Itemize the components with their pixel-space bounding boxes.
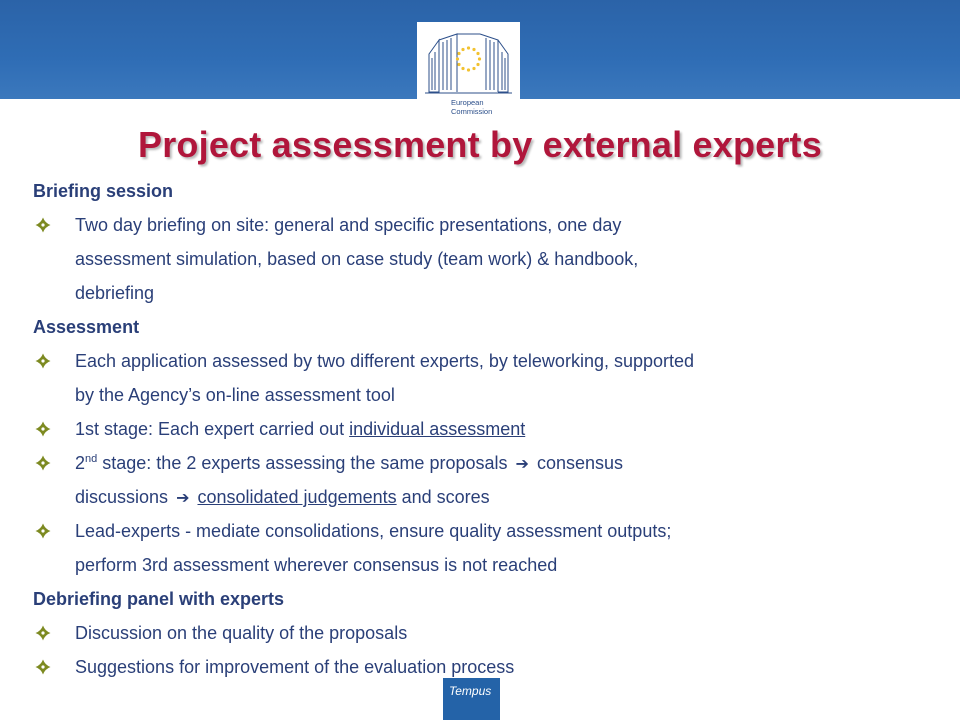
logo-text-line2: Commission <box>451 107 493 116</box>
four-petal-diamond-icon <box>35 659 51 675</box>
bullet-text-line <box>75 412 933 446</box>
bullet-text-line: Discussion on the quality of the proposals <box>75 623 408 643</box>
bullet-text: 1st stage: Each expert carried out <box>75 419 350 439</box>
bullet-text: and scores <box>396 487 490 507</box>
four-petal-diamond-icon <box>35 353 51 369</box>
bullet-item <box>33 514 933 582</box>
bullet-text-line: Lead-experts - mediate consolidations, ensure quality assessment outputs; <box>75 521 672 541</box>
eu-stars-icon <box>456 46 481 71</box>
bullet-text-line: Suggestions for improvement of the evaluation process <box>75 657 515 677</box>
right-arrow-icon: ➔ <box>176 488 190 507</box>
bullet-text-line <box>75 446 933 480</box>
four-petal-diamond-icon <box>35 217 51 233</box>
bullet-text-line <box>75 480 933 514</box>
bullet-text: discussions <box>75 487 169 507</box>
section-heading-briefing: Briefing session <box>33 181 174 201</box>
bullet-text-line: debriefing <box>75 283 155 303</box>
underlined-term: consolidated judgements <box>197 487 397 507</box>
slide-title: Project assessment by external experts <box>138 124 822 165</box>
bullet-text-line: Each application assessed by two different experts, by teleworking, supported <box>75 351 695 371</box>
right-arrow-icon: ➔ <box>515 454 529 473</box>
bullet-item <box>33 616 933 650</box>
section-heading-assessment: Assessment <box>33 317 140 337</box>
bullet-text: consensus <box>536 453 623 473</box>
slide-content <box>33 174 933 684</box>
tempus-label: Tempus <box>449 684 492 698</box>
bullet-text: stage: the 2 experts assessing the same proposals <box>97 453 508 473</box>
bullet-text-line: Two day briefing on site: general and specific presentations, one day <box>75 215 622 235</box>
logo-text-line1: European <box>451 98 484 107</box>
european-commission-logo <box>417 22 520 127</box>
four-petal-diamond-icon <box>35 455 51 471</box>
ordinal-suffix: nd <box>85 453 98 465</box>
bullet-text-line: assessment simulation, based on case study (team work) & handbook, <box>75 249 639 269</box>
four-petal-diamond-icon <box>35 625 51 641</box>
bullet-item <box>33 208 933 310</box>
bullet-item <box>33 446 933 514</box>
bullet-text-line: by the Agency’s on-line assessment tool <box>75 385 395 405</box>
bullet-text: 2 <box>75 453 86 473</box>
four-petal-diamond-icon <box>35 523 51 539</box>
underlined-term: individual assessment <box>349 419 526 439</box>
bullet-text-line: perform 3rd assessment wherever consensus is not reached <box>75 555 558 575</box>
four-petal-diamond-icon <box>35 421 51 437</box>
tempus-logo <box>443 678 500 720</box>
section-heading-debriefing: Debriefing panel with experts <box>33 589 285 609</box>
bullet-item <box>33 412 933 446</box>
bullet-item <box>33 344 933 412</box>
